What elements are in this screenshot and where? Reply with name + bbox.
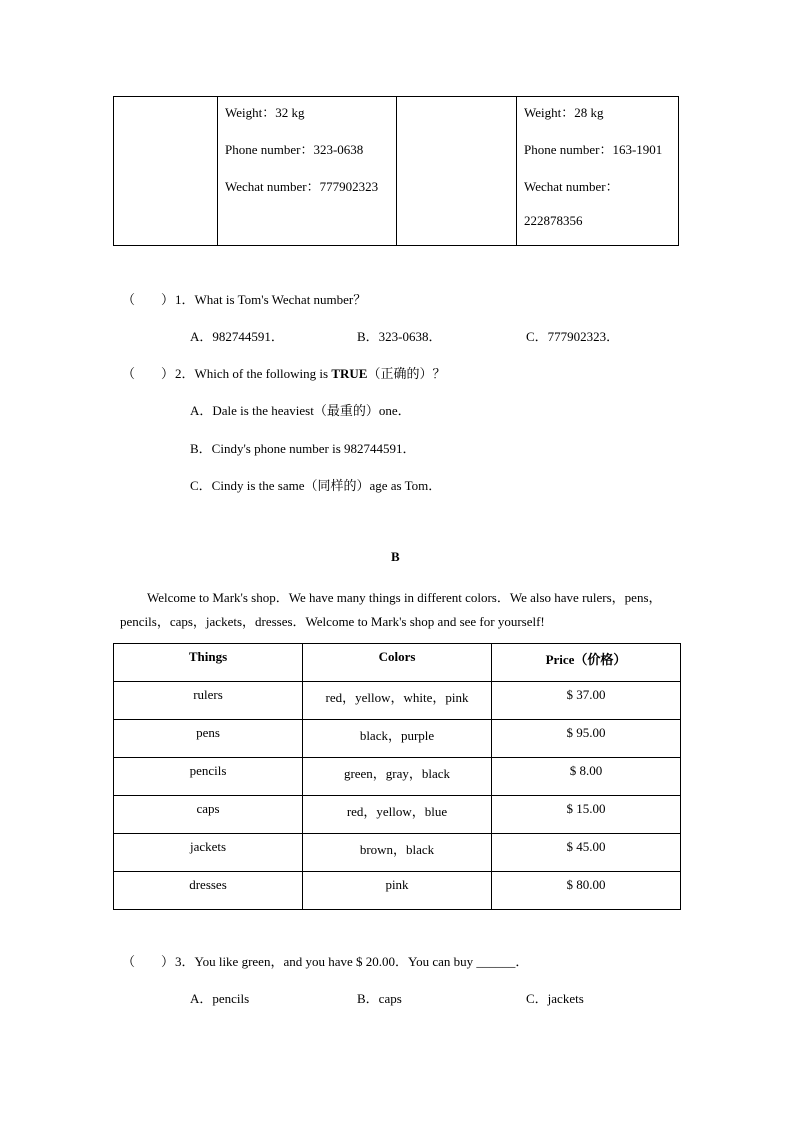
header-price: Price（价格） — [492, 644, 681, 682]
shop-table-header-row — [114, 644, 681, 682]
q2-text-before: 2．Which of the following is — [175, 366, 332, 381]
header-colors: Colors — [303, 644, 492, 682]
person2-wechat-label: Wechat number： — [524, 179, 619, 194]
info-cell-blank — [114, 97, 218, 246]
cell-colors: red，yellow，blue — [303, 796, 492, 834]
info-cell-person1 — [218, 97, 397, 246]
person1-weight: Weight：32 kg — [225, 105, 305, 120]
section-b-intro-line2: pencils，caps，jackets，dresses．Welcome to Mark's shop and see for yourself! — [120, 614, 545, 629]
cell-colors: black，purple — [303, 720, 492, 758]
q2-option-b[interactable]: B．Cindy's phone number is 982744591． — [190, 441, 416, 456]
table-row — [114, 796, 681, 834]
q2-text-bold: TRUE — [331, 366, 368, 381]
info-cell-blank — [397, 97, 517, 246]
header-things: Things — [114, 644, 303, 682]
cell-price: $ 95.00 — [492, 720, 681, 758]
cell-price: $ 80.00 — [492, 872, 681, 910]
person2-weight: Weight：28 kg — [524, 105, 604, 120]
table-row — [114, 682, 681, 720]
table-row — [114, 872, 681, 910]
cell-thing: jackets — [114, 834, 303, 872]
cell-thing: pens — [114, 720, 303, 758]
cell-colors: pink — [303, 872, 492, 910]
q1-answer-blank[interactable]: （ ） — [122, 292, 175, 307]
info-table — [113, 96, 679, 246]
q3-answer-blank[interactable]: （ ） — [122, 954, 175, 969]
q2-text — [175, 363, 445, 382]
cell-price: $ 8.00 — [492, 758, 681, 796]
q2-text-after: （正确的）？ — [367, 366, 446, 381]
q3-option-c[interactable]: C．jackets — [526, 991, 584, 1006]
q3-option-b[interactable]: B．caps — [357, 991, 402, 1006]
cell-price: $ 15.00 — [492, 796, 681, 834]
q1-option-a[interactable]: A．982744591． — [190, 329, 284, 344]
q2-answer-blank[interactable]: （ ） — [122, 366, 175, 381]
person1-phone: Phone number：323-0638 — [225, 142, 364, 157]
q2-option-a[interactable]: A．Dale is the heaviest（最重的）one． — [190, 403, 411, 418]
table-row — [114, 834, 681, 872]
cell-colors: brown，black — [303, 834, 492, 872]
q1-option-b[interactable]: B．323-0638． — [357, 329, 442, 344]
section-b-intro-line1: Welcome to Mark's shop．We have many things in different colors．We also have rulers，pens， — [147, 590, 662, 605]
shop-table — [113, 643, 681, 910]
table-row — [114, 720, 681, 758]
q1-text: 1．What is Tom's Wechat number？ — [175, 292, 367, 307]
info-cell-person2 — [517, 97, 679, 246]
cell-thing: pencils — [114, 758, 303, 796]
cell-thing: rulers — [114, 682, 303, 720]
q3-option-a[interactable]: A．pencils — [190, 991, 250, 1006]
q3-text: 3．You like green，and you have $ 20.00．You can buy ______． — [175, 954, 529, 969]
person2-wechat-value: 222878356 — [524, 213, 583, 228]
q2-option-c[interactable]: C．Cindy is the same（同样的）age as Tom． — [190, 478, 442, 493]
person1-wechat: Wechat number：777902323 — [225, 179, 379, 194]
cell-price: $ 37.00 — [492, 682, 681, 720]
q1-option-c[interactable]: C．777902323． — [526, 329, 620, 344]
cell-thing: caps — [114, 796, 303, 834]
person2-phone: Phone number：163-1901 — [524, 142, 663, 157]
cell-colors: green，gray，black — [303, 758, 492, 796]
cell-colors: red，yellow，white，pink — [303, 682, 492, 720]
table-row — [114, 758, 681, 796]
section-b-heading: B — [391, 549, 400, 564]
cell-price: $ 45.00 — [492, 834, 681, 872]
cell-thing: dresses — [114, 872, 303, 910]
